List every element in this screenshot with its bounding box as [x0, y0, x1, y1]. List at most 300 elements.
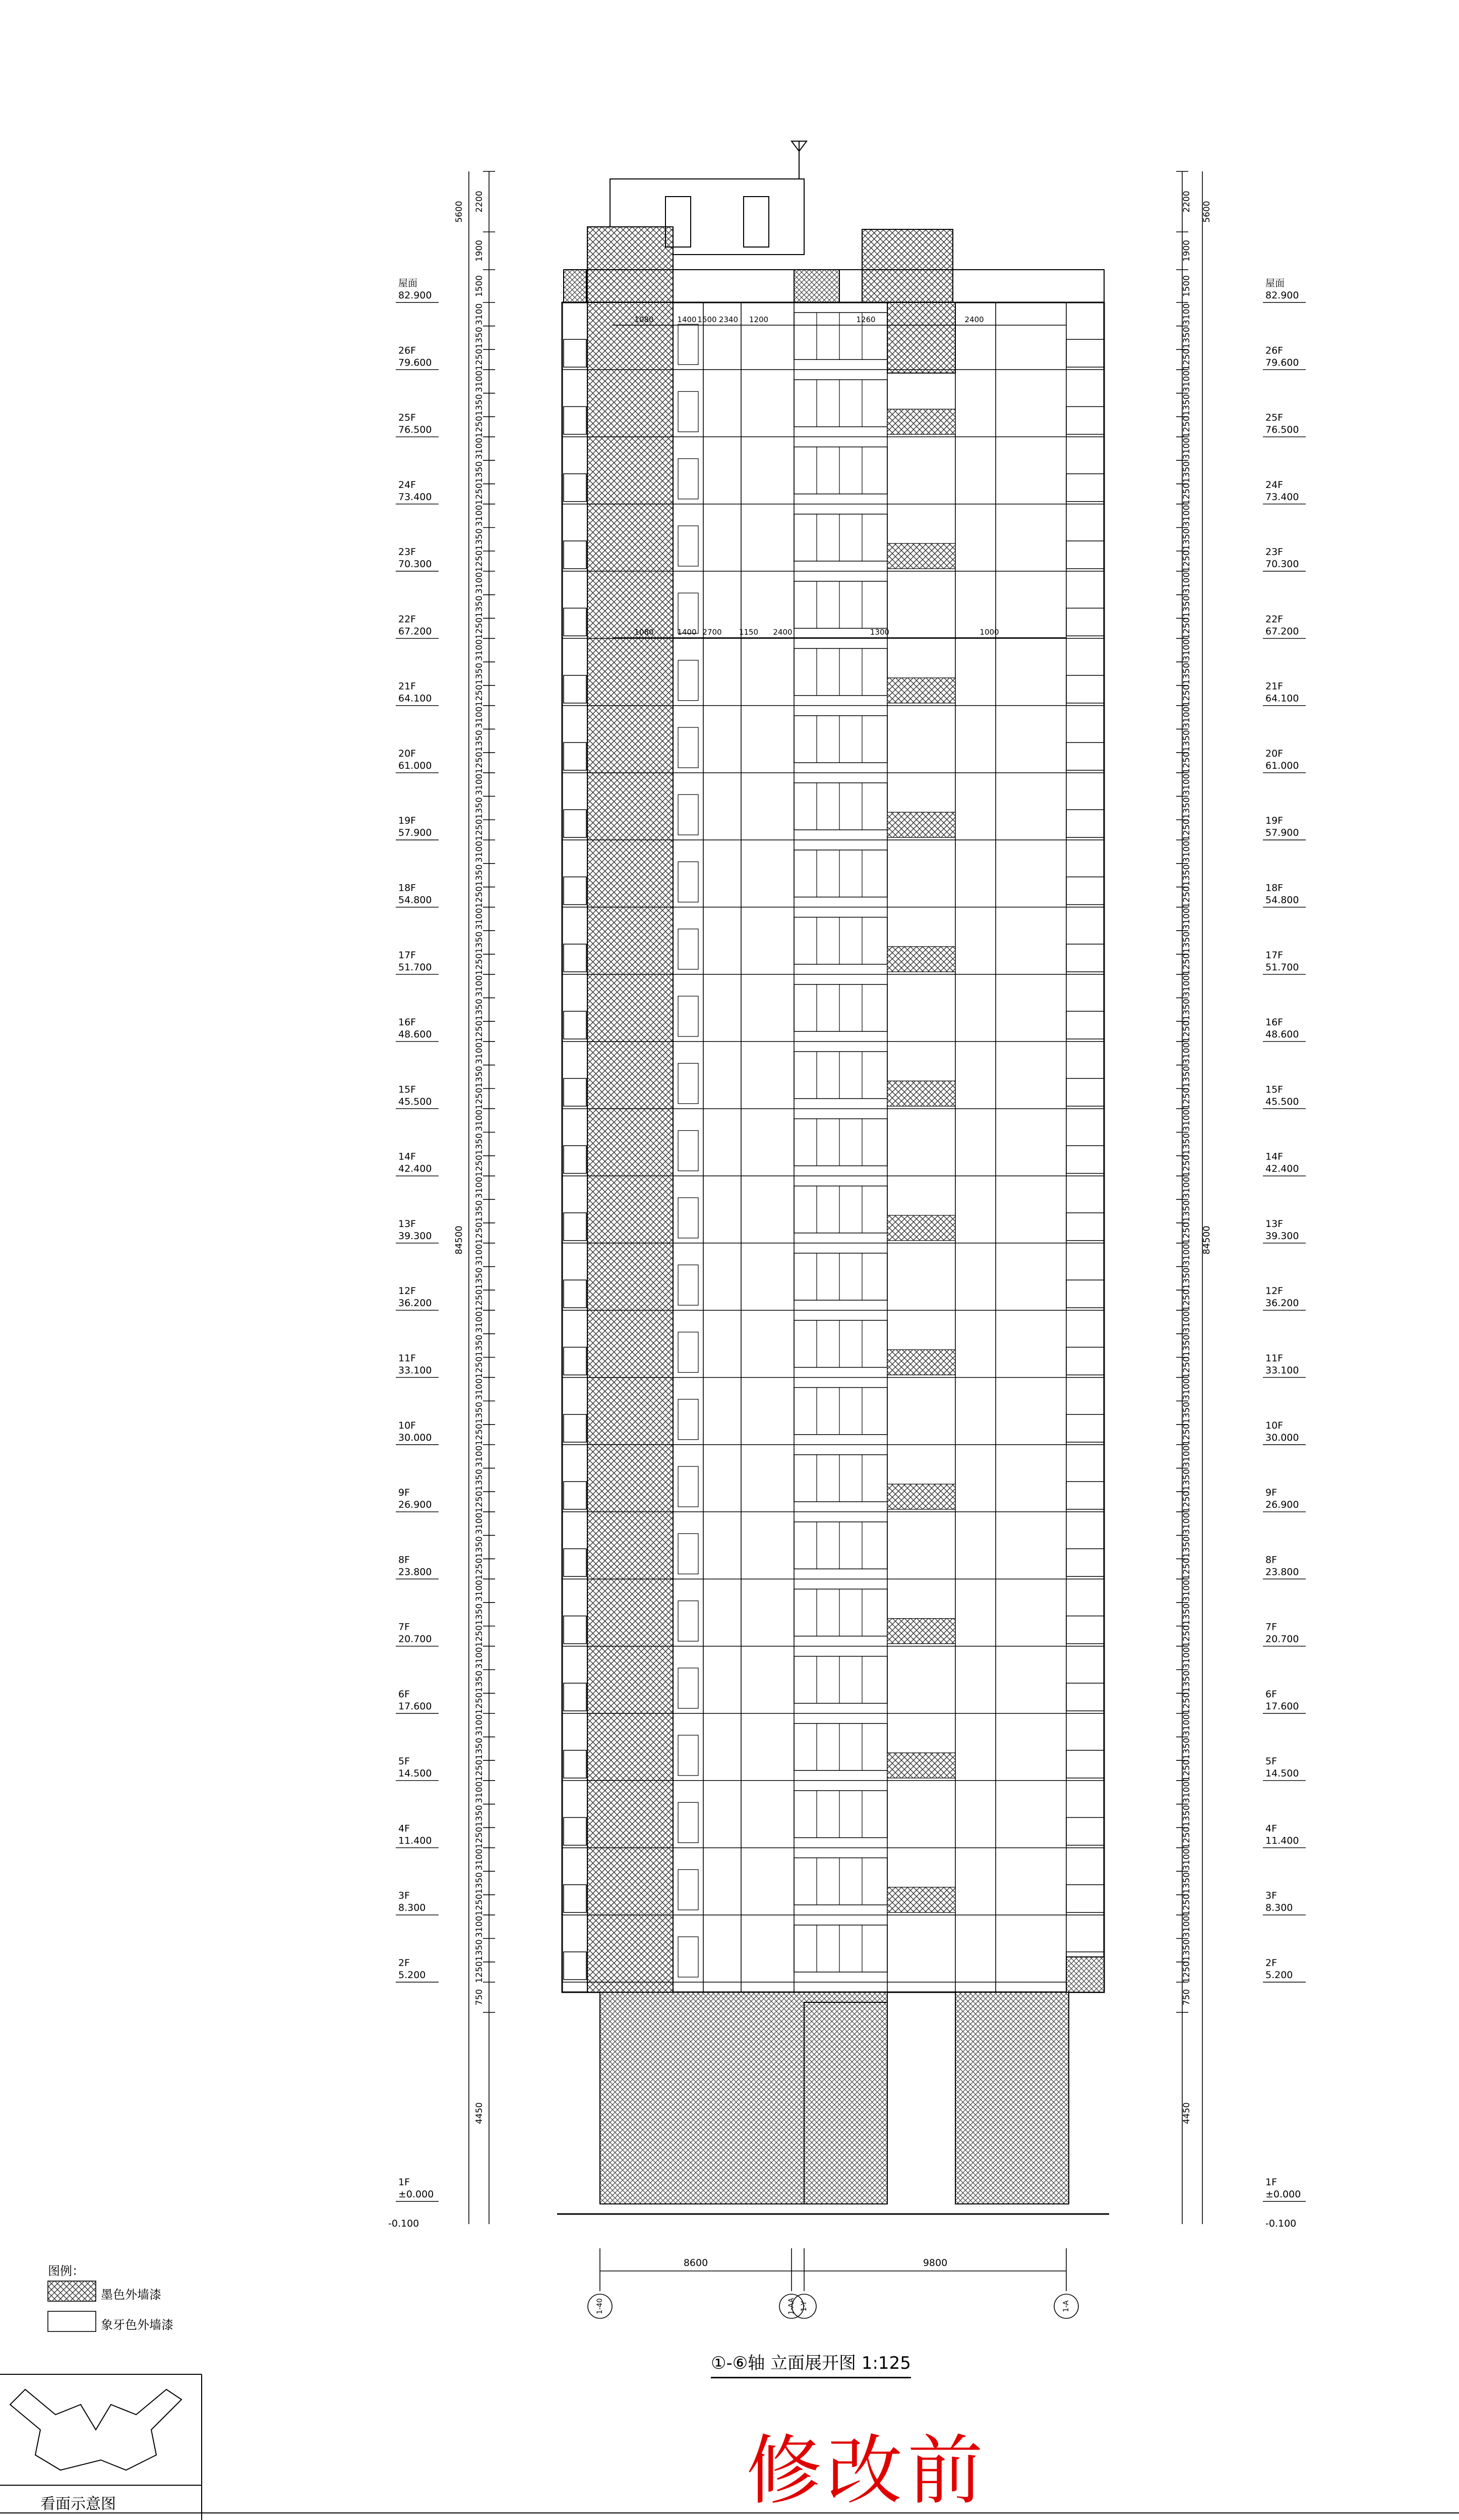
- balcony-window: [794, 850, 887, 897]
- floor-name-left: 21F: [398, 681, 416, 692]
- dim-value: 1250: [1182, 1625, 1192, 1647]
- window-right-end: [1066, 1415, 1104, 1442]
- window-right-end: [1066, 1078, 1104, 1106]
- balcony-window: [794, 1858, 887, 1904]
- window-left-end: [564, 810, 586, 837]
- floor-name-right: 18F: [1265, 882, 1284, 894]
- floor-name-right: 16F: [1265, 1017, 1284, 1028]
- floor-name-right: 26F: [1265, 345, 1284, 356]
- dim-value: 1250: [1182, 1424, 1192, 1446]
- dim-value: 4450: [1182, 2102, 1192, 2124]
- dim-value: 1350: [474, 999, 484, 1021]
- floor-elev-left: 51.700: [398, 961, 432, 973]
- dim-value: 3100: [1182, 840, 1192, 863]
- window-left-end: [564, 944, 586, 972]
- floor-name-left: 20F: [398, 748, 416, 759]
- dim-value: 1350: [1182, 1267, 1192, 1289]
- balcony-window: [794, 1186, 887, 1233]
- floor-name-right: 21F: [1265, 681, 1284, 692]
- floor-elev-right: 61.000: [1265, 760, 1299, 771]
- dim-value: 1350: [1182, 1401, 1192, 1424]
- window-right-end: [1066, 541, 1104, 569]
- floor-name-right: 4F: [1265, 1823, 1278, 1834]
- floor-name-left: 14F: [398, 1151, 416, 1162]
- dim-value: 3100: [474, 1042, 484, 1065]
- dim-value: 1350: [1182, 394, 1192, 416]
- dim-value: 3100: [474, 840, 484, 863]
- balcony-window: [794, 1253, 887, 1300]
- floor-elev-left: 5.200: [398, 1970, 426, 1981]
- window-left-end: [564, 743, 586, 770]
- dim-value: 1250: [1182, 953, 1192, 975]
- dim-value: 1350: [1182, 595, 1192, 618]
- floor-elev-left: 54.800: [398, 894, 432, 906]
- window-right-end: [1066, 1213, 1104, 1241]
- window-left-end: [564, 1415, 586, 1442]
- dim-value: 2200: [1182, 191, 1192, 213]
- dim-top-total: 5600: [1202, 201, 1212, 223]
- dim-value: 3100: [1182, 303, 1192, 325]
- dim-value: 1350: [474, 931, 484, 954]
- floor-name-left: 5F: [398, 1756, 410, 1767]
- floor-elev-left: 61.000: [398, 760, 432, 771]
- dim-value: 3100: [1182, 639, 1192, 661]
- legend-swatch-dark: [48, 2281, 96, 2301]
- dim-value: 1250: [1182, 483, 1192, 505]
- floor-elev-left: 36.200: [398, 1298, 432, 1309]
- balcony-window: [794, 514, 887, 561]
- dim-value: 1350: [474, 1536, 484, 1558]
- floor-name-left: 屋面: [398, 278, 418, 289]
- dim-value: 3100: [474, 1714, 484, 1736]
- window-right-end: [1066, 877, 1104, 905]
- balcony-window: [794, 1320, 887, 1367]
- window-left-end: [564, 541, 586, 569]
- dim-value: 1250: [1182, 685, 1192, 707]
- dim-value: 1250: [474, 1424, 484, 1446]
- window-left-end: [564, 474, 586, 502]
- window-right-end: [1066, 1482, 1104, 1509]
- floor-elev-right: 48.600: [1265, 1029, 1299, 1040]
- mid-dim-value: 1080: [634, 628, 654, 637]
- dim-value: 1250: [474, 1692, 484, 1714]
- dim-value: 3100: [474, 1512, 484, 1534]
- floor-name-right: 24F: [1265, 479, 1284, 490]
- dim-value: 1350: [474, 1738, 484, 1760]
- dim-value: 3100: [474, 1781, 484, 1804]
- floor-name-left: 24F: [398, 479, 416, 490]
- floor-elev-left: ±0.000: [398, 2189, 434, 2200]
- window-right-end: [1066, 743, 1104, 770]
- floor-name-left: 11F: [398, 1353, 416, 1364]
- balcony-window: [794, 783, 887, 830]
- floor-elev-left: 8.300: [398, 1902, 426, 1914]
- floor-name-right: 17F: [1265, 949, 1284, 961]
- dim-value: 3100: [474, 438, 484, 460]
- balcony-window: [794, 1589, 887, 1636]
- dim-value: 1250: [474, 1558, 484, 1580]
- floor-elev-right: 82.900: [1265, 290, 1299, 301]
- dim-value: 1350: [474, 1066, 484, 1088]
- window-right-end: [1066, 675, 1104, 703]
- window-mid: [678, 392, 698, 432]
- parapet-hatch-mid: [794, 270, 839, 302]
- key-plan: [10, 2389, 181, 2470]
- legend-item-ivory: 象牙色外墙漆: [101, 2318, 173, 2332]
- dim-value: 1350: [474, 1603, 484, 1625]
- dim-value: 750: [1182, 1989, 1192, 2006]
- horizontal-dimensions: [588, 2248, 1078, 2318]
- floor-name-right: 13F: [1265, 1218, 1284, 1230]
- roof-stair-right: [862, 229, 953, 302]
- balcony-window: [794, 1522, 887, 1569]
- hdim-left: 8600: [683, 2257, 708, 2268]
- legend-title: 图例：: [48, 2264, 84, 2278]
- mid-dim-value: 1000: [980, 628, 999, 637]
- dark-strip: [887, 678, 955, 703]
- dim-value: 1350: [1182, 327, 1192, 349]
- dim-value: 1350: [1182, 1805, 1192, 1827]
- dim-value: 1350: [1182, 730, 1192, 752]
- drawing-frame: [0, 2374, 1459, 2520]
- right-dimension-column: [1176, 171, 1212, 2224]
- dim-value: 3100: [474, 1916, 484, 1938]
- dim-value: 1250: [474, 348, 484, 371]
- window-mid: [678, 1870, 698, 1910]
- dim-value: 1350: [1182, 1872, 1192, 1894]
- floor-elev-right: 5.200: [1265, 1970, 1293, 1981]
- dim-value: 1250: [1182, 1759, 1192, 1781]
- dim-value: 1250: [1182, 1491, 1192, 1513]
- floor-elev-left: 57.900: [398, 827, 432, 839]
- parapet-hatch-left: [564, 270, 586, 302]
- window-mid: [678, 1802, 698, 1842]
- upper-dim-value: 1260: [856, 315, 876, 324]
- window-right-end: [1066, 1280, 1104, 1308]
- floor-elev-left: 76.500: [398, 424, 432, 436]
- floor-name-right: 8F: [1265, 1554, 1278, 1566]
- floor-name-left: 12F: [398, 1285, 416, 1297]
- floor-name-right: 5F: [1265, 1756, 1278, 1767]
- floor-elev-right: 51.700: [1265, 961, 1299, 973]
- floor-elev-right: 64.100: [1265, 693, 1299, 704]
- dim-value: 1350: [1182, 461, 1192, 483]
- dim-value: 4450: [474, 2102, 484, 2124]
- floor-elev-left: 67.200: [398, 626, 432, 637]
- window-right-end: [1066, 810, 1104, 837]
- window-mid: [678, 1466, 698, 1507]
- dim-value: 3100: [1182, 908, 1192, 930]
- window-right-end: [1066, 1885, 1104, 1913]
- window-right-end: [1066, 1616, 1104, 1644]
- dim-top-total: 5600: [454, 201, 464, 223]
- dim-value: 3100: [1182, 1849, 1192, 1871]
- window-mid: [678, 996, 698, 1036]
- dim-value: 1250: [474, 550, 484, 572]
- roof-window: [744, 197, 769, 247]
- balcony-window: [794, 447, 887, 494]
- window-right-end: [1066, 1347, 1104, 1375]
- window-mid: [678, 1332, 698, 1372]
- dim-value: 1350: [474, 327, 484, 349]
- floor-elev-left: 73.400: [398, 491, 432, 503]
- dim-value: 1350: [474, 797, 484, 819]
- floor-elev-left: 17.600: [398, 1700, 432, 1712]
- floor-elev-right: 23.800: [1265, 1566, 1299, 1578]
- upper-dim-value: 2340: [718, 315, 739, 324]
- window-right-end: [1066, 339, 1104, 367]
- dim-value: 1350: [474, 1200, 484, 1222]
- dim-value: 1250: [1182, 550, 1192, 572]
- floor-name-right: 15F: [1265, 1084, 1284, 1095]
- window-mid: [678, 1937, 698, 1977]
- window-mid: [678, 459, 698, 499]
- dim-value: 3100: [474, 773, 484, 795]
- floor-elev-left: 79.600: [398, 357, 432, 368]
- dim-value: 1350: [1182, 1536, 1192, 1558]
- balcony-window: [794, 1455, 887, 1502]
- dark-strip: [887, 1753, 955, 1778]
- ground-elev-left: -0.100: [388, 2218, 419, 2229]
- window-left-end: [564, 1078, 586, 1106]
- balcony-window: [794, 716, 887, 763]
- upper-dim-value: 1200: [749, 315, 769, 324]
- window-left-end: [564, 1347, 586, 1375]
- dim-value: 1350: [1182, 662, 1192, 685]
- floor-name-right: 20F: [1265, 748, 1284, 759]
- floor-name-left: 23F: [398, 546, 416, 558]
- dim-value: 1350: [474, 1334, 484, 1357]
- floor-name-right: 11F: [1265, 1353, 1284, 1364]
- floor-elev-right: 17.600: [1265, 1700, 1299, 1712]
- dim-value: 3100: [1182, 1177, 1192, 1199]
- dim-value: 1350: [1182, 1939, 1192, 1961]
- balcony-window: [794, 917, 887, 964]
- dim-value: 1250: [474, 415, 484, 438]
- window-mid: [678, 1668, 698, 1708]
- window-left-end: [564, 1616, 586, 1644]
- dim-value: 1350: [474, 1133, 484, 1155]
- dim-value: 1250: [1182, 819, 1192, 841]
- mid-dim-value: 2400: [773, 628, 793, 637]
- window-left-end: [564, 1683, 586, 1711]
- floor-elev-right: 54.800: [1265, 894, 1299, 906]
- floor-name-left: 9F: [398, 1487, 410, 1499]
- dim-value: 1350: [474, 461, 484, 483]
- dark-strip: [887, 1619, 955, 1644]
- dim-value: 1250: [474, 1356, 484, 1379]
- floor-name-right: 12F: [1265, 1285, 1284, 1297]
- window-mid: [678, 660, 698, 701]
- dim-value: 1350: [474, 394, 484, 416]
- window-left-end: [564, 339, 586, 367]
- dim-value: 1250: [1182, 1155, 1192, 1177]
- dim-value: 1250: [1182, 1087, 1192, 1110]
- floor-elev-right: 33.100: [1265, 1365, 1299, 1376]
- floor-name-left: 8F: [398, 1554, 410, 1566]
- balcony-window: [794, 581, 887, 628]
- legend-swatches: [48, 2281, 96, 2331]
- floor-name-left: 6F: [398, 1688, 410, 1700]
- dim-value: 3100: [474, 1647, 484, 1669]
- legend-swatch-ivory: [48, 2311, 96, 2331]
- dim-value: 1250: [1182, 1356, 1192, 1379]
- balcony-window: [794, 1925, 887, 1972]
- dim-value: 3100: [1182, 1580, 1192, 1602]
- dim-value: 1350: [474, 1401, 484, 1424]
- floor-name-left: 16F: [398, 1017, 416, 1028]
- floor-name-right: 1F: [1265, 2177, 1278, 2188]
- dim-value: 1350: [1182, 1133, 1192, 1155]
- ground-elev-right: -0.100: [1265, 2218, 1297, 2229]
- floor-elev-left: 42.400: [398, 1163, 432, 1175]
- floor-name-right: 14F: [1265, 1151, 1284, 1162]
- window-right-end: [1066, 1011, 1104, 1039]
- floor-name-right: 3F: [1265, 1890, 1278, 1901]
- window-mid: [678, 727, 698, 768]
- dim-value: 1350: [1182, 1200, 1192, 1222]
- balcony-window: [794, 1724, 887, 1770]
- window-mid: [678, 1533, 698, 1574]
- axis-label: 1-40: [596, 2298, 604, 2314]
- floor-elev-right: 26.900: [1265, 1499, 1299, 1511]
- dim-value: 3100: [474, 1244, 484, 1266]
- dim-value: 3100: [474, 505, 485, 527]
- window-left-end: [564, 1952, 586, 1980]
- balcony-window: [794, 985, 887, 1031]
- floor-elev-left: 82.900: [398, 290, 432, 301]
- floor-elev-right: ±0.000: [1265, 2189, 1301, 2200]
- floor-elev-right: 30.000: [1265, 1432, 1299, 1443]
- dark-strip: [887, 812, 955, 837]
- dim-value: 1250: [1182, 617, 1192, 640]
- mid-dim-value: 1150: [739, 628, 759, 637]
- mid-dim-value: 1300: [870, 628, 890, 637]
- dim-value: 3100: [474, 639, 484, 661]
- dark-strip: [887, 947, 955, 972]
- dim-value: 3100: [1182, 1042, 1192, 1065]
- dim-value: 1250: [474, 617, 484, 640]
- dim-value: 3100: [474, 370, 484, 393]
- dim-value: 1900: [474, 239, 484, 262]
- window-right-end: [1066, 944, 1104, 972]
- balcony-window: [794, 1119, 887, 1165]
- floor-elev-left: 33.100: [398, 1365, 432, 1376]
- axis-label: 1-Y: [800, 2301, 808, 2312]
- dim-value: 1250: [1182, 1961, 1192, 1983]
- dark-column-mid-top: [887, 302, 955, 373]
- floor-elev-right: 76.500: [1265, 424, 1299, 436]
- window-mid: [678, 1198, 698, 1238]
- dim-value: 3100: [474, 1445, 484, 1467]
- dim-value: 1250: [1182, 1558, 1192, 1580]
- window-mid: [678, 862, 698, 902]
- dim-value: 1350: [1182, 864, 1192, 886]
- dim-value: 1250: [474, 819, 484, 841]
- floor-name-right: 19F: [1265, 815, 1284, 827]
- floor-elev-left: 14.500: [398, 1768, 432, 1779]
- window-right-end: [1066, 1750, 1104, 1778]
- floor-elev-right: 42.400: [1265, 1163, 1299, 1175]
- floor-name-left: 17F: [398, 949, 416, 961]
- dark-strip: [887, 1349, 955, 1375]
- dark-strip: [887, 543, 955, 569]
- window-right-end: [1066, 407, 1104, 435]
- floor-name-left: 19F: [398, 815, 416, 827]
- canopy-right: [1066, 1957, 1104, 1992]
- dim-total-height: 84500: [1201, 1225, 1212, 1255]
- floor-name-left: 18F: [398, 882, 416, 894]
- floor-name-left: 13F: [398, 1218, 416, 1230]
- dim-value: 2200: [474, 191, 484, 213]
- ground-base-left: [600, 1992, 887, 2204]
- dim-value: 1250: [474, 483, 484, 505]
- dim-value: 3100: [474, 1311, 484, 1333]
- floor-name-right: 25F: [1265, 412, 1284, 423]
- window-left-end: [564, 1817, 586, 1845]
- dim-value: 1250: [474, 1826, 484, 1849]
- dim-value: 3100: [1182, 975, 1192, 997]
- dim-value: 1250: [1182, 415, 1192, 438]
- dim-value: 1350: [1182, 1066, 1192, 1088]
- dim-value: 750: [474, 1989, 484, 2006]
- dim-value: 3100: [474, 908, 484, 930]
- window-mid: [678, 324, 698, 364]
- window-mid: [678, 526, 698, 566]
- dim-value: 3100: [1182, 1647, 1192, 1669]
- dim-value: 1250: [474, 685, 484, 707]
- floor-name-left: 22F: [398, 613, 416, 625]
- window-mid: [678, 1063, 698, 1103]
- dim-value: 1350: [1182, 1603, 1192, 1625]
- dim-value: 3100: [474, 1378, 484, 1400]
- dark-strip: [887, 1887, 955, 1913]
- dim-value: 3100: [1182, 706, 1192, 728]
- upper-dim-value: 1400: [677, 315, 697, 324]
- dim-value: 3100: [1182, 438, 1192, 460]
- dim-value: 3100: [1182, 1244, 1192, 1266]
- floor-elev-right: 11.400: [1265, 1835, 1299, 1847]
- dim-value: 1250: [1182, 1692, 1192, 1714]
- window-left-end: [564, 1280, 586, 1308]
- floor-name-right: 9F: [1265, 1487, 1278, 1499]
- floor-elev-right: 36.200: [1265, 1298, 1299, 1309]
- dim-value: 3100: [1182, 505, 1192, 527]
- dim-value: 1250: [474, 752, 484, 774]
- dark-strip: [887, 409, 955, 435]
- window-left-end: [564, 675, 586, 703]
- window-mid: [678, 929, 698, 969]
- window-right-end: [1066, 1549, 1104, 1576]
- dim-value: 1350: [1182, 1469, 1192, 1491]
- building-facade: [557, 141, 1109, 2214]
- dim-value: 1350: [474, 1267, 484, 1289]
- dim-value: 3100: [1182, 1916, 1192, 1938]
- window-left-end: [564, 1549, 586, 1576]
- dim-value: 1250: [1182, 1289, 1192, 1311]
- dim-value: 3100: [1182, 1445, 1192, 1467]
- window-right-end: [1066, 608, 1104, 636]
- dim-value: 1900: [1182, 239, 1192, 262]
- dim-value: 3100: [1182, 773, 1192, 795]
- floor-elev-left: 64.100: [398, 693, 432, 704]
- dim-value: 3100: [474, 1110, 484, 1132]
- floor-elev-right: 79.600: [1265, 357, 1299, 368]
- dim-total-height: 84500: [454, 1225, 464, 1255]
- dim-value: 3100: [474, 1849, 484, 1871]
- floor-elev-left: 39.300: [398, 1230, 432, 1242]
- dim-value: 1250: [1182, 752, 1192, 774]
